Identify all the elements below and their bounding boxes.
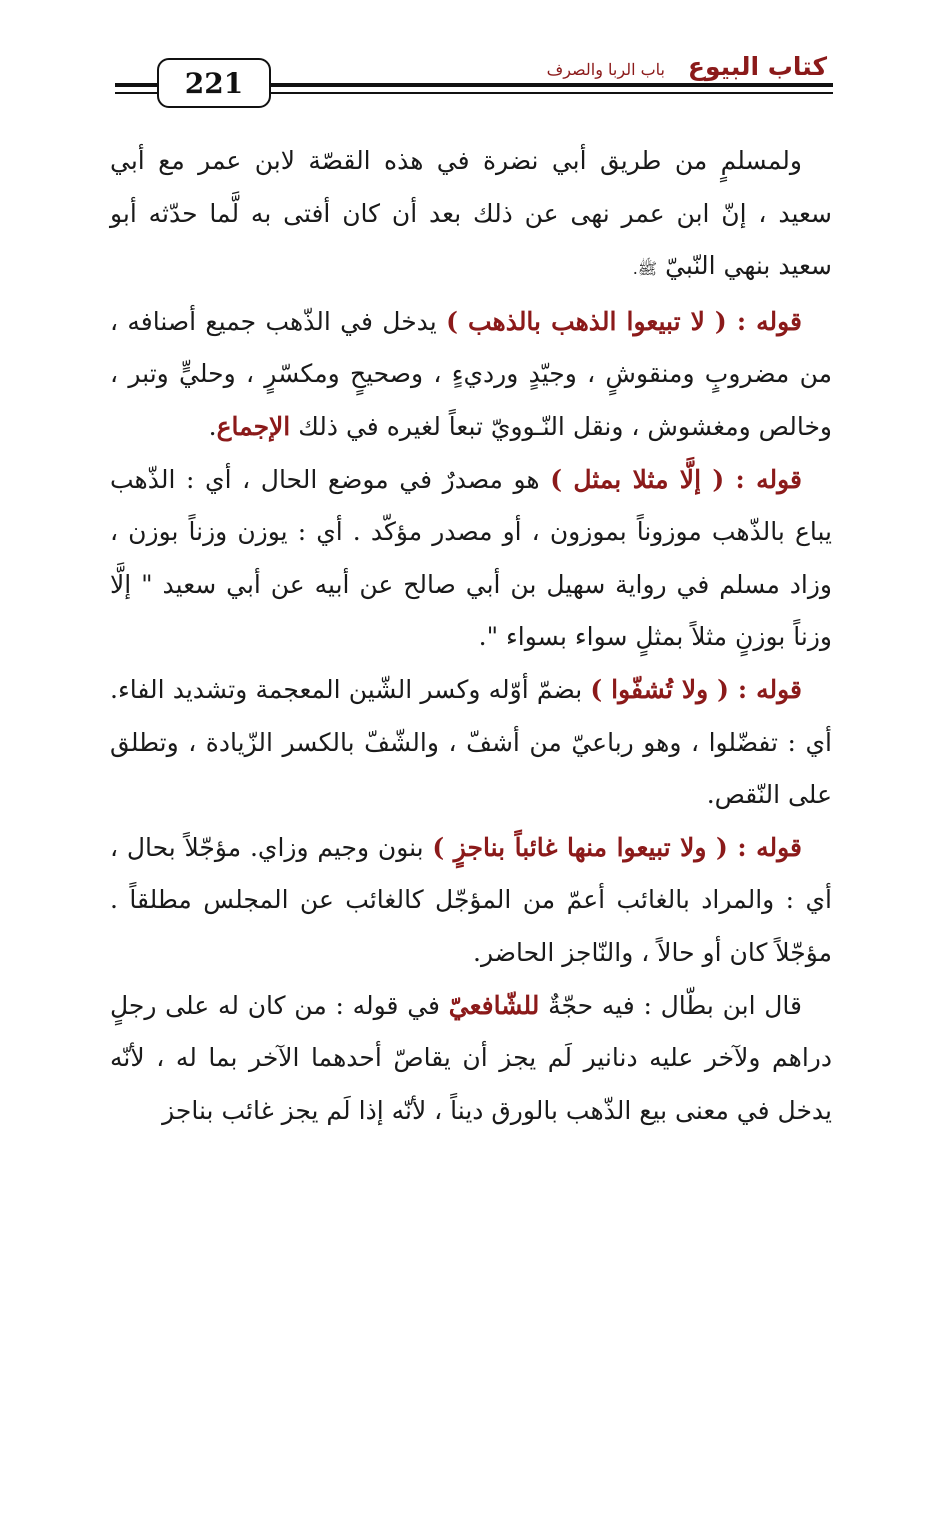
paragraph [110, 296, 832, 454]
chapter-title: باب الربا والصرف [546, 60, 665, 79]
paragraph-text: في قوله : من كان له على رجلٍ دراهم ولآخر عليه دنانير لَم يجز أن يقاصّ أحدهما الآخر بما له ، لأنّه يدخل في معنى بيع الذّهب بالورق ديناً ، لأنّه إذا لَم يجز غائب بناجز [110, 990, 832, 1125]
paragraph [110, 664, 832, 822]
hadith-caption: قوله : ( لا تبيعوا الذهب بالذهب ) [446, 306, 802, 336]
paragraph-lead: قال ابن بطّال : فيه حجّةٌ [539, 990, 802, 1020]
paragraph-text: بضمّ أوّله وكسر الشّين المعجمة وتشديد الفاء. أي : تفضّلوا ، وهو رباعيّ من أشفّ ، والشّفّ بالكسر الزّيادة ، وتطلق على النّقص. [110, 674, 832, 810]
emphasized-term: الإجماع [216, 411, 291, 441]
page-number: 221 [157, 58, 271, 108]
paragraph [110, 135, 832, 296]
paragraph-text: هو مصدرٌ في موضع الحال ، أي : الذّهب يباع بالذّهب موزوناً بموزون ، أو مصدر مؤكّد . أي : يوزن وزناً بوزن ، وزاد مسلم في رواية سهيل بن أبي صالح عن أبيه عن أبي سعيد " إلَّا وزناً بوزنٍ مثلاً بمثلٍ سواء بسواء ". [110, 464, 832, 652]
paragraph-tail: . [208, 411, 217, 441]
paragraph-text: يدخل في الذّهب جميع أصنافه ، من مضروبٍ ومنقوشٍ ، وجيّدٍ ورديءٍ ، وصحيحٍ ومكسّرٍ ، وحليٍّ وتبر ، وخالص ومغشوش ، ونقل النّـوويّ تبعاً لغيره في ذلك [110, 306, 832, 441]
paragraph-text: ولمسلمٍ من طريق أبي نضرة في هذه القصّة لابن عمر مع أبي سعيد ، إنّ ابن عمر نهى عن ذلك بعد أن كان أفتى به لَّما حدّثه أبو سعيد بنهي النّبيّ [110, 146, 832, 281]
paragraph-text: بنون وجيم وزاي. مؤجّلاً بحال ، أي : والمراد بالغائب أعمّ من المؤجّل كالغائب عن المجلس مطلقاً . مؤجّلاً كان أو حالاً ، والنّاجز الحاضر. [110, 832, 832, 967]
hadith-caption: قوله : ( إلَّا مثلا بمثل ) [550, 464, 802, 494]
page-body [110, 135, 832, 1137]
paragraph [110, 454, 832, 664]
hadith-caption: قوله : ( ولا تبيعوا منها غائباً بناجزٍ ) [432, 832, 802, 862]
hadith-caption: قوله : ( ولا تُشفّوا ) [590, 674, 803, 704]
salawat-glyph: ﷺ. [632, 259, 658, 279]
paragraph [110, 822, 832, 980]
paragraph [110, 980, 832, 1138]
page-header [115, 52, 833, 110]
scholar-name: للشّافعيّ [448, 990, 540, 1020]
book-title: كتاب البيوع [687, 52, 827, 81]
